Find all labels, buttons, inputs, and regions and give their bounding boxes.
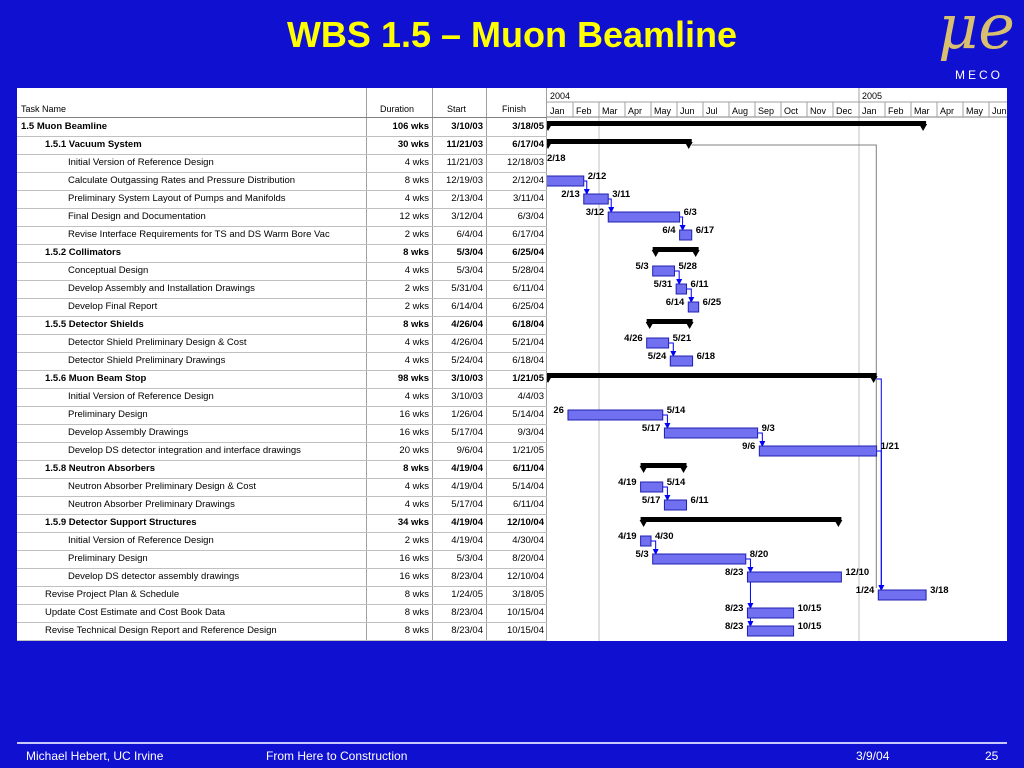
meco-logo xyxy=(934,0,1020,84)
task-name: 1.5.1 Vacuum System xyxy=(45,139,142,150)
footer-author: Michael Hebert, UC Irvine xyxy=(26,749,164,763)
month-label: Feb xyxy=(888,106,904,116)
bar-start-label: 5/3 xyxy=(635,261,649,272)
task-row[interactable] xyxy=(17,208,547,227)
task-name: 1.5.2 Collimators xyxy=(45,247,122,258)
task-name: Neutron Absorber Preliminary Drawings xyxy=(68,499,235,510)
summary-start-marker xyxy=(547,376,552,383)
task-finish: 1/21/05 xyxy=(512,373,544,384)
bar-start-label: 5/3 xyxy=(635,549,649,560)
month-label: Jun xyxy=(992,106,1007,116)
task-finish: 4/4/03 xyxy=(517,391,544,402)
task-bar[interactable] xyxy=(670,356,692,366)
task-row[interactable] xyxy=(17,568,547,587)
month-label: Aug xyxy=(732,106,749,116)
task-row[interactable] xyxy=(17,352,547,371)
task-bar[interactable] xyxy=(688,302,698,312)
task-finish: 6/25/04 xyxy=(512,301,544,312)
task-bar[interactable] xyxy=(653,266,675,276)
bar-end-label: 6/18 xyxy=(696,351,716,362)
task-row[interactable] xyxy=(17,478,547,497)
task-duration: 2 wks xyxy=(404,535,429,546)
bar-end-label: 10/15 xyxy=(797,621,822,632)
task-start: 6/14/04 xyxy=(451,301,483,312)
task-finish: 6/25/04 xyxy=(512,247,544,258)
footer-date: 3/9/04 xyxy=(856,749,890,763)
task-duration: 2 wks xyxy=(404,301,429,312)
task-finish: 3/18/05 xyxy=(512,121,544,132)
month-label: May xyxy=(654,106,672,116)
bar-start-label: 5/17 xyxy=(641,495,661,506)
task-name: Conceptual Design xyxy=(68,265,149,276)
task-bar[interactable] xyxy=(676,284,686,294)
task-row[interactable] xyxy=(17,262,547,281)
bar-start-label: 5/24 xyxy=(647,351,667,362)
task-bar[interactable] xyxy=(680,230,692,240)
task-name: Revise Interface Requirements for TS and DS Warm Bore Vac xyxy=(68,229,330,240)
task-row[interactable] xyxy=(17,442,547,461)
summary-start-marker xyxy=(640,520,648,527)
summary-start-marker xyxy=(547,124,552,131)
task-finish: 6/11/04 xyxy=(513,499,544,510)
summary-bar[interactable] xyxy=(641,463,687,468)
task-row[interactable] xyxy=(17,154,547,173)
task-name: Calculate Outgassing Rates and Pressure Distribution xyxy=(68,175,296,186)
task-start: 11/21/03 xyxy=(446,139,483,150)
year-label: 2004 xyxy=(550,91,571,101)
task-finish: 8/20/04 xyxy=(512,553,544,564)
task-finish: 9/3/04 xyxy=(517,427,544,438)
task-start: 4/19/04 xyxy=(451,481,483,492)
bar-start-label: 5/17 xyxy=(641,423,661,434)
task-start: 1/24/05 xyxy=(451,589,483,600)
task-name: Preliminary Design xyxy=(68,553,148,564)
task-name: Develop Final Report xyxy=(68,301,158,312)
task-start: 5/3/04 xyxy=(456,553,483,564)
task-start: 5/17/04 xyxy=(451,499,483,510)
task-bar[interactable] xyxy=(647,338,669,348)
task-row[interactable] xyxy=(17,172,547,191)
task-duration: 8 wks xyxy=(404,625,429,636)
task-duration: 16 wks xyxy=(399,409,429,420)
bar-start-label: 8/23 xyxy=(724,603,744,614)
task-bar[interactable] xyxy=(608,212,679,222)
bar-start-label: 26 xyxy=(553,405,564,416)
task-bar[interactable] xyxy=(641,536,651,546)
dependency-arrow xyxy=(746,559,751,570)
summary-start-marker xyxy=(652,250,660,257)
task-duration: 8 wks xyxy=(404,607,429,618)
bar-start-label: 9/6 xyxy=(742,441,756,452)
task-bar[interactable] xyxy=(547,176,584,186)
task-bar[interactable] xyxy=(664,500,686,510)
task-bar[interactable] xyxy=(641,482,663,492)
task-duration: 8 wks xyxy=(403,319,429,330)
bar-start-label: 4/19 xyxy=(618,477,637,488)
task-finish: 1/21/05 xyxy=(512,445,544,456)
task-start: 4/26/04 xyxy=(451,337,483,348)
dependency-arrow xyxy=(758,433,763,444)
task-finish: 5/14/04 xyxy=(512,409,544,420)
task-start: 4/19/04 xyxy=(451,463,483,474)
task-finish: 6/3/04 xyxy=(517,211,544,222)
month-label: Mar xyxy=(914,106,930,116)
task-name: Develop Assembly and Installation Drawings xyxy=(68,283,255,294)
summary-end-marker xyxy=(692,250,700,257)
bar-end-label: 9/3 xyxy=(761,423,775,434)
month-label: Jan xyxy=(550,106,565,116)
bar-end-label: 6/25 xyxy=(702,297,722,308)
task-duration: 16 wks xyxy=(399,427,429,438)
task-row[interactable] xyxy=(17,316,547,335)
task-finish: 6/11/04 xyxy=(513,283,544,294)
bar-end-label: 10/15 xyxy=(797,603,822,614)
bar-end-label: 1/21 xyxy=(880,441,900,452)
task-start: 5/24/04 xyxy=(451,355,483,366)
bar-end-label: 6/11 xyxy=(690,279,709,290)
dependency-arrow xyxy=(663,415,668,426)
summary-end-marker xyxy=(919,124,927,131)
dependency-arrow xyxy=(687,289,692,300)
task-name: Initial Version of Reference Design xyxy=(68,157,214,168)
header-duration[interactable]: Duration xyxy=(380,104,415,114)
month-label: May xyxy=(966,106,984,116)
bar-end-label: 5/14 xyxy=(666,477,686,488)
month-label: Apr xyxy=(940,106,955,116)
task-finish: 12/10/04 xyxy=(507,571,544,582)
task-bar[interactable] xyxy=(747,572,841,582)
header-finish[interactable]: Finish xyxy=(502,104,527,114)
bar-end-label: 3/18 xyxy=(930,585,949,596)
task-row[interactable] xyxy=(17,424,547,443)
month-label: Mar xyxy=(602,106,618,116)
task-duration: 8 wks xyxy=(403,247,429,258)
bar-end-label: 5/28 xyxy=(678,261,697,272)
task-name: Detector Shield Preliminary Drawings xyxy=(68,355,226,366)
task-duration: 4 wks xyxy=(404,355,429,366)
bar-end-label: 4/30 xyxy=(655,531,674,542)
bar-end-label: 3/11 xyxy=(612,189,631,200)
task-row[interactable] xyxy=(17,334,547,353)
task-start: 8/23/04 xyxy=(451,625,483,636)
header-task-name[interactable]: Task Name xyxy=(21,104,67,114)
task-row[interactable] xyxy=(17,514,547,533)
bar-start-label: 3/12 xyxy=(585,207,605,218)
task-start: 3/12/04 xyxy=(451,211,483,222)
footer-divider xyxy=(17,742,1007,744)
task-duration: 16 wks xyxy=(399,553,429,564)
task-row[interactable] xyxy=(17,532,547,551)
task-row[interactable] xyxy=(17,226,547,245)
summary-end-marker xyxy=(686,322,694,329)
bar-start-label: 4/19 xyxy=(618,531,637,542)
bar-start-label: 1/24 xyxy=(855,585,875,596)
task-start: 8/23/04 xyxy=(451,607,483,618)
dependency-arrow xyxy=(669,343,674,354)
task-start: 9/6/04 xyxy=(456,445,483,456)
bar-end-label: 5/21 xyxy=(672,333,692,344)
task-duration: 4 wks xyxy=(404,391,429,402)
task-start: 8/23/04 xyxy=(451,571,483,582)
month-label: Jul xyxy=(706,106,718,116)
month-label: Sep xyxy=(758,106,775,116)
task-duration: 16 wks xyxy=(399,571,429,582)
task-finish: 6/17/04 xyxy=(512,139,544,150)
bar-end-label: 6/17 xyxy=(695,225,715,236)
task-duration: 20 wks xyxy=(399,445,429,456)
task-name: Detector Shield Preliminary Design & Cost xyxy=(68,337,247,348)
task-duration: 30 wks xyxy=(397,139,429,150)
logo-wordmark: MECO xyxy=(955,68,1003,82)
bar-end-label: 2/12 xyxy=(587,171,607,182)
task-bar[interactable] xyxy=(747,608,793,618)
task-bar[interactable] xyxy=(747,626,793,636)
task-bar[interactable] xyxy=(584,194,608,204)
task-start: 2/13/04 xyxy=(451,193,483,204)
bar-end-label: 6/3 xyxy=(683,207,697,218)
task-duration: 2 wks xyxy=(404,283,429,294)
task-row[interactable] xyxy=(17,496,547,515)
task-name: Initial Version of Reference Design xyxy=(68,535,214,546)
month-label: Feb xyxy=(576,106,592,116)
summary-end-marker xyxy=(685,142,693,149)
dependency-arrow xyxy=(663,487,668,498)
mu-e-logo-icon: μe xyxy=(938,0,1015,63)
task-row[interactable] xyxy=(17,550,547,569)
summary-bar[interactable] xyxy=(641,517,842,522)
task-row[interactable] xyxy=(17,586,547,605)
task-finish: 2/12/04 xyxy=(512,175,544,186)
task-duration: 12 wks xyxy=(399,211,429,222)
bar-end-label: 8/20 xyxy=(749,549,769,560)
dependency-arrow xyxy=(651,541,656,552)
task-name: Develop DS detector assembly drawings xyxy=(68,571,240,582)
task-start: 3/10/03 xyxy=(451,121,483,132)
task-start: 4/19/04 xyxy=(451,517,483,528)
task-name: 1.5.9 Detector Support Structures xyxy=(45,517,197,528)
gantt-chart-panel xyxy=(17,88,1007,641)
task-duration: 2 wks xyxy=(404,229,429,240)
task-table xyxy=(17,88,547,641)
bar-end-label: 12/10 xyxy=(845,567,870,578)
task-duration: 4 wks xyxy=(404,499,429,510)
task-row[interactable] xyxy=(17,460,547,479)
task-row[interactable] xyxy=(17,622,547,641)
bar-end-label: 2/18 xyxy=(547,153,566,164)
month-label: Dec xyxy=(836,106,853,116)
bar-start-label: 8/23 xyxy=(724,567,744,578)
task-name: 1.5 Muon Beamline xyxy=(21,121,108,132)
task-name: Update Cost Estimate and Cost Book Data xyxy=(45,607,226,618)
month-label: Jun xyxy=(680,106,695,116)
summary-bar[interactable] xyxy=(547,373,877,378)
dependency-arrow xyxy=(877,451,882,588)
summary-end-marker xyxy=(834,520,842,527)
task-start: 3/10/03 xyxy=(451,373,483,384)
task-duration: 8 wks xyxy=(404,589,429,600)
task-row[interactable] xyxy=(17,406,547,425)
slide-title: WBS 1.5 – Muon Beamline xyxy=(286,14,738,55)
task-bar[interactable] xyxy=(653,554,746,564)
task-duration: 4 wks xyxy=(404,157,429,168)
task-row[interactable] xyxy=(17,118,547,137)
task-name: Final Design and Documentation xyxy=(68,211,206,222)
task-finish: 3/11/04 xyxy=(513,193,544,204)
bar-start-label: 2/13 xyxy=(561,189,580,200)
task-duration: 4 wks xyxy=(404,193,429,204)
task-finish: 6/18/04 xyxy=(512,319,544,330)
task-bar[interactable] xyxy=(759,446,876,456)
month-label: Oct xyxy=(784,106,799,116)
task-row[interactable] xyxy=(17,388,547,407)
task-duration: 4 wks xyxy=(404,337,429,348)
task-start: 5/3/04 xyxy=(456,247,483,258)
task-name: Revise Project Plan & Schedule xyxy=(45,589,180,600)
task-start: 5/17/04 xyxy=(451,427,483,438)
bar-end-label: 6/11 xyxy=(690,495,709,506)
task-row[interactable] xyxy=(17,298,547,317)
task-start: 12/19/03 xyxy=(446,175,483,186)
task-finish: 10/15/04 xyxy=(507,607,544,618)
task-name: 1.5.6 Muon Beam Stop xyxy=(45,373,147,384)
header-start[interactable]: Start xyxy=(447,104,467,114)
task-start: 5/31/04 xyxy=(451,283,483,294)
task-finish: 5/28/04 xyxy=(512,265,544,276)
task-start: 5/3/04 xyxy=(456,265,483,276)
task-name: Revise Technical Design Report and Reference Design xyxy=(45,625,277,636)
task-row[interactable] xyxy=(17,190,547,209)
task-start: 6/4/04 xyxy=(456,229,483,240)
summary-bar[interactable] xyxy=(547,121,926,126)
task-finish: 6/17/04 xyxy=(512,229,544,240)
month-label: Jan xyxy=(862,106,877,116)
task-start: 1/26/04 xyxy=(451,409,483,420)
task-bar[interactable] xyxy=(878,590,926,600)
summary-start-marker xyxy=(547,142,552,149)
task-start: 3/10/03 xyxy=(451,391,483,402)
task-name: Preliminary Design xyxy=(68,409,148,420)
month-label: Apr xyxy=(628,106,643,116)
task-name: Initial Version of Reference Design xyxy=(68,391,214,402)
task-finish: 6/11/04 xyxy=(512,463,544,474)
task-finish: 10/15/04 xyxy=(507,625,544,636)
summary-start-marker xyxy=(640,466,648,473)
task-duration: 34 wks xyxy=(397,517,429,528)
summary-start-marker xyxy=(646,322,654,329)
summary-bar[interactable] xyxy=(647,319,693,324)
task-finish: 5/14/04 xyxy=(512,481,544,492)
bar-start-label: 8/23 xyxy=(724,621,744,632)
bar-start-label: 5/31 xyxy=(653,279,673,290)
footer-page-number: 25 xyxy=(985,749,999,763)
task-finish: 6/18/04 xyxy=(512,355,544,366)
task-name: 1.5.8 Neutron Absorbers xyxy=(45,463,155,474)
task-start: 4/19/04 xyxy=(451,535,483,546)
task-duration: 8 wks xyxy=(403,463,429,474)
task-row[interactable] xyxy=(17,370,547,389)
summary-bar[interactable] xyxy=(653,247,699,252)
summary-end-marker xyxy=(680,466,688,473)
bar-end-label: 5/14 xyxy=(666,405,686,416)
task-finish: 3/18/05 xyxy=(512,589,544,600)
task-finish: 4/30/04 xyxy=(512,535,544,546)
task-row[interactable] xyxy=(17,604,547,623)
footer-subject: From Here to Construction xyxy=(266,749,408,763)
dependency-arrow xyxy=(877,379,882,588)
task-finish: 5/21/04 xyxy=(512,337,544,348)
task-finish: 12/10/04 xyxy=(507,517,544,528)
task-start: 11/21/03 xyxy=(446,157,483,168)
dependency-arrow xyxy=(674,271,679,282)
task-duration: 98 wks xyxy=(397,373,429,384)
gantt-timeline xyxy=(547,88,1007,641)
bar-start-label: 6/4 xyxy=(662,225,676,236)
task-row[interactable] xyxy=(17,244,547,263)
task-row[interactable] xyxy=(17,280,547,299)
task-row[interactable] xyxy=(17,136,547,155)
task-duration: 8 wks xyxy=(404,175,429,186)
task-finish: 12/18/03 xyxy=(507,157,544,168)
bar-start-label: 6/14 xyxy=(665,297,685,308)
task-name: Neutron Absorber Preliminary Design & Cost xyxy=(68,481,256,492)
task-start: 4/26/04 xyxy=(451,319,483,330)
task-name: 1.5.5 Detector Shields xyxy=(45,319,144,330)
task-name: Develop DS detector integration and interface drawings xyxy=(68,445,301,456)
task-duration: 4 wks xyxy=(404,265,429,276)
task-duration: 106 wks xyxy=(392,121,429,132)
task-bar[interactable] xyxy=(664,428,757,438)
year-label: 2005 xyxy=(862,91,883,101)
bar-start-label: 4/26 xyxy=(624,333,643,344)
summary-bar[interactable] xyxy=(547,139,692,144)
month-label: Nov xyxy=(810,106,827,116)
task-bar[interactable] xyxy=(568,410,663,420)
task-name: Preliminary System Layout of Pumps and Manifolds xyxy=(68,193,286,204)
task-duration: 4 wks xyxy=(404,481,429,492)
task-name: Develop Assembly Drawings xyxy=(68,427,189,438)
